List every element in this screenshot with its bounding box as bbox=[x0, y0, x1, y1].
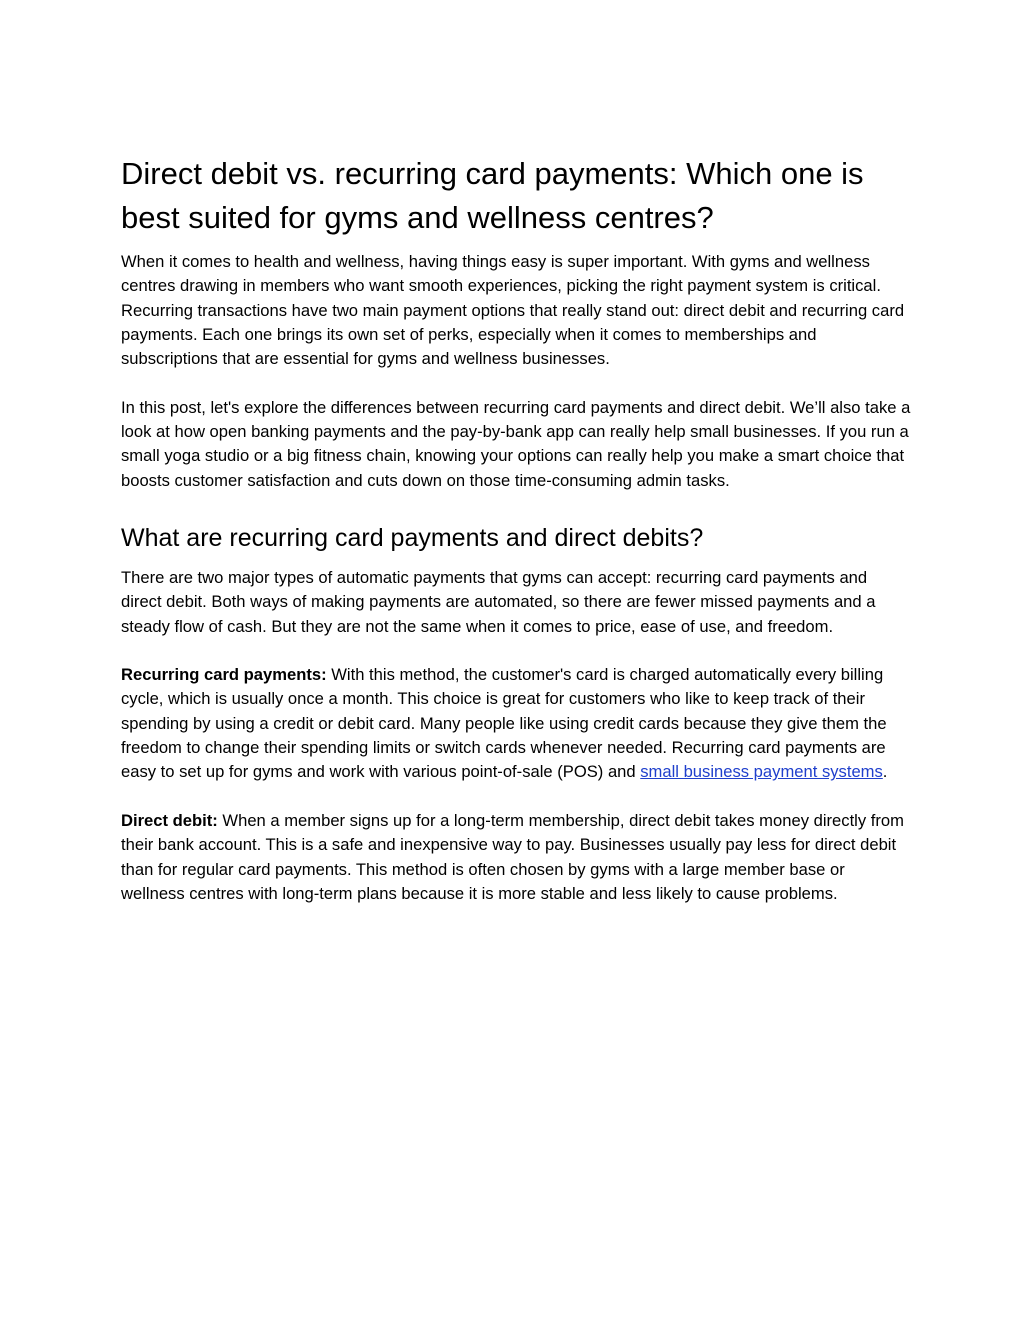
recurring-card-label: Recurring card payments: bbox=[121, 665, 327, 685]
recurring-card-text: With this method, the customer's card is charged automatically every billing cycle, which is usually once a month. This choice is great for customers who like to keep track of their spending by using a credit or debit card. Many people like using credit cards because they give them the freedom to change their spending limits or switch cards whenever needed. Recurring card payments are easy to set up for gyms and work with various point-of-sale (POS) and bbox=[121, 665, 887, 782]
intro-paragraph-1: When it comes to health and wellness, having things easy is super important. With gyms and wellness centres drawing in members who want smooth experiences, picking the right payment system is critical. Recurring transactions have two main payment options that really stand out: direct debit and recurring card payments. Each one brings its own set of perks, especially when it comes to memberships and subscriptions that are essential for gyms and wellness businesses. bbox=[121, 252, 905, 369]
direct-debit-text: When a member signs up for a long-term membership, direct debit takes money directly from their bank account. This is a safe and inexpensive way to pay. Businesses usually pay less for direct debit than for regular card payments. This method is often chosen by gyms with a large member base or wellness centres with long-term plans because it is more stable and less likely to cause problems. bbox=[121, 810, 904, 903]
page-title: Direct debit vs. recurring card payments: Which one is best suited for gyms and wellness centres? bbox=[121, 156, 864, 235]
section-paragraph: There are two major types of automatic payments that gyms can accept: recurring card payments and direct debit. Both ways of making payments are automated, so there are fewer missed payments and a steady flow of cash. But they are not the same when it comes to price, ease of use, and freedom. bbox=[121, 567, 876, 636]
recurring-card-period: . bbox=[882, 762, 888, 782]
intro-paragraph-2: In this post, let's explore the differences between recurring card payments and direct debit. We’ll also take a look at how open banking payments and the pay-by-bank app can really help small businesses. If you run a small yoga studio or a big fitness chain, knowing your options can really help you make a smart choice that boosts customer satisfaction and cuts down on those time-consuming admin tasks. bbox=[121, 397, 911, 490]
recurring-card-paragraph bbox=[121, 663, 911, 784]
section-heading: What are recurring card payments and direct debits? bbox=[121, 523, 704, 552]
direct-debit-label: Direct debit: bbox=[121, 810, 218, 830]
small-business-payment-systems-link[interactable]: small business payment systems bbox=[640, 762, 883, 782]
document-page bbox=[121, 152, 911, 930]
direct-debit-paragraph bbox=[121, 809, 911, 906]
